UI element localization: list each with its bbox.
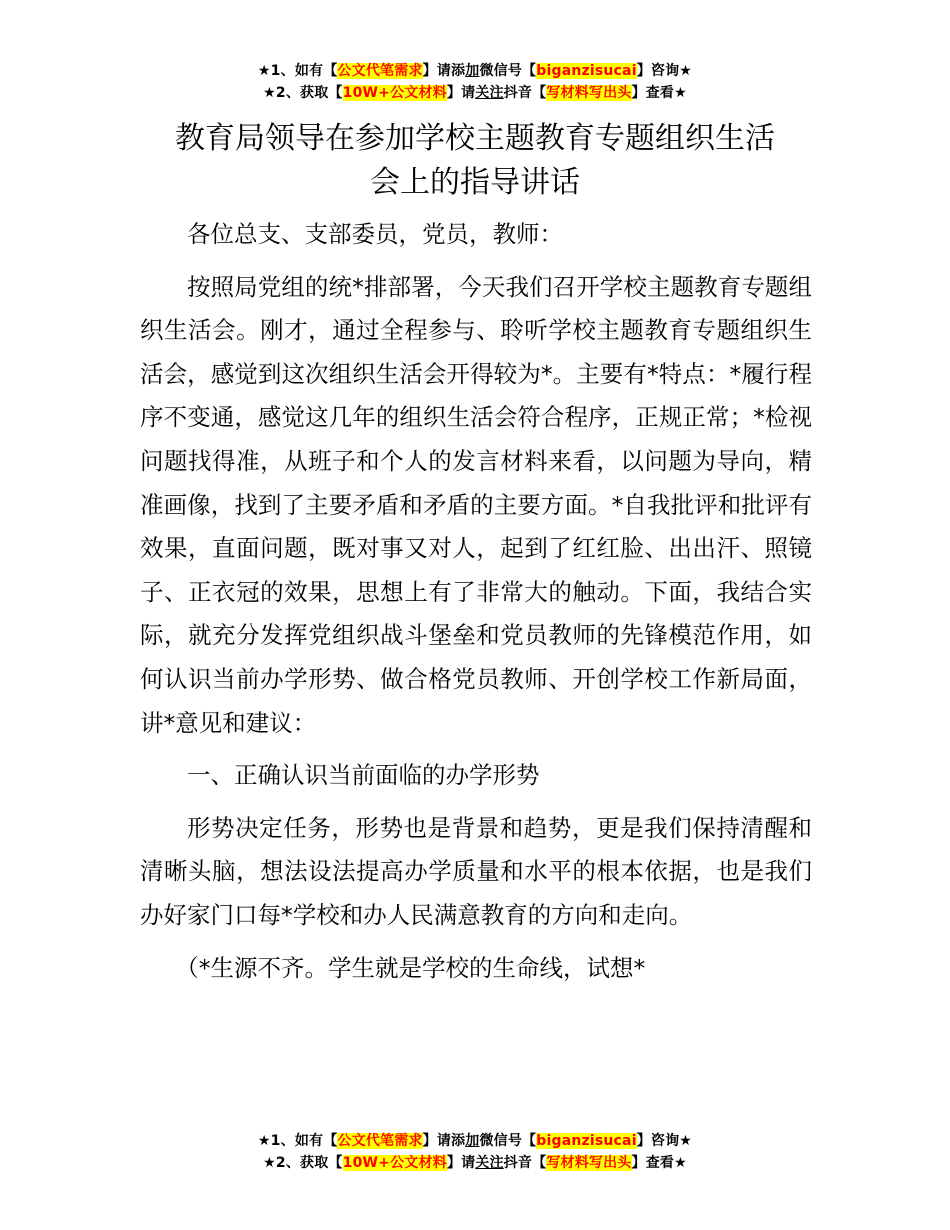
body-paragraph: 按照局党组的统*排部署，今天我们召开学校主题教育专题组织生活会。刚才，通过全程参与、聆听学校主题教育专题组织生活会，感觉到这次组织生活会开得较为*。主要有*特点：*履行程序不变通，感觉这几年的组织生活会符合程序，正规正常；*检视问题找得准，从班子和个人的发言材料来看，以问题为导向，精准画像，找到了主要矛盾和矛盾的主要方面。*自我批评和批评有效果，直面问题，既对事又对人，起到了红红脸、出出汗、照镜子、正衣冠的效果，思想上有了非常大的触动。下面，我结合实际，就充分发挥党组织战斗堡垒和党员教师的先锋模范作用，如何认识当前办学形势、做合格党员教师、开创学校工作新局面，讲*意见和建议： bbox=[140, 272, 812, 737]
promo-line-2: ★2、获取【10W+公文材料】请关注抖音【写材料写出头】查看★ bbox=[263, 85, 687, 101]
header-promo-banner bbox=[0, 60, 950, 104]
wechat-id-highlight: biganzisucai bbox=[536, 63, 637, 79]
materials-highlight: 10W+公文材料 bbox=[342, 1155, 447, 1171]
service-highlight: 公文代笔需求 bbox=[337, 1133, 423, 1149]
materials-highlight: 10W+公文材料 bbox=[342, 85, 447, 101]
section-heading: 一、正确认识当前面临的办学形势 bbox=[187, 761, 540, 790]
footer-promo-banner bbox=[0, 1130, 950, 1174]
title-line-1: 教育局领导在参加学校主题教育专题组织生活 bbox=[175, 121, 775, 156]
body-paragraph: 形势决定任务，形势也是背景和趋势，更是我们保持清醒和清晰头脑，想法设法提高办学质量和水平的根本依据，也是我们办好家门口每*学校和办人民满意教育的方向和走向。 bbox=[140, 813, 812, 929]
douyin-name-highlight: 写材料写出头 bbox=[546, 1155, 632, 1171]
subsection-paragraph: （*生源不齐。学生就是学校的生命线，试想* bbox=[175, 953, 646, 982]
promo-line-1: ★1、如有【公文代笔需求】请添加微信号【biganzisucai】咨询★ bbox=[257, 63, 693, 79]
douyin-name-highlight: 写材料写出头 bbox=[546, 85, 632, 101]
document-title bbox=[140, 117, 810, 205]
service-highlight: 公文代笔需求 bbox=[337, 63, 423, 79]
document-body bbox=[140, 213, 812, 999]
promo-line-1: ★1、如有【公文代笔需求】请添加微信号【biganzisucai】咨询★ bbox=[257, 1133, 693, 1149]
salutation: 各位总支、支部委员，党员，教师： bbox=[187, 220, 563, 248]
wechat-id-highlight: biganzisucai bbox=[536, 1133, 637, 1149]
promo-line-2: ★2、获取【10W+公文材料】请关注抖音【写材料写出头】查看★ bbox=[263, 1155, 687, 1171]
title-line-2: 会上的指导讲话 bbox=[370, 165, 580, 200]
